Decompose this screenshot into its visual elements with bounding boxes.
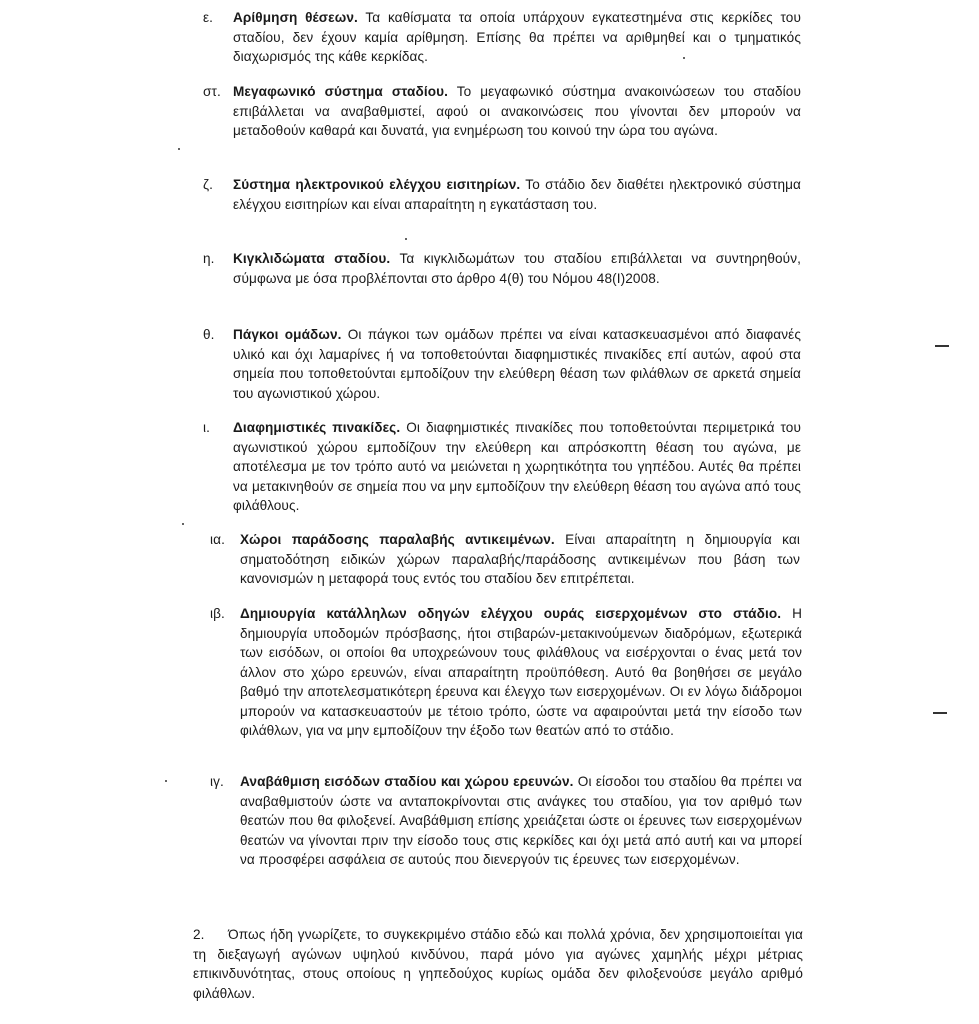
item-paragraph bbox=[233, 418, 801, 516]
item-text: Το στάδιο δεν διαθέτει ηλεκτρονικό σύστημα ελέγχου εισιτηρίων και είναι απαραίτητη η εγκατάσταση του. bbox=[233, 177, 801, 212]
item-text: Τα καθίσματα τα οποία υπάρχουν εγκατεστημένα στις κερκίδες του σταδίου, δεν έχουν καμία αρίθμηση. Επίσης θα πρέπει να αριθμηθεί και ο τμηματικός διαχωρισμός της κάθε κερκίδας. bbox=[233, 10, 801, 64]
list-item-e bbox=[203, 8, 801, 67]
item-paragraph bbox=[233, 175, 801, 214]
list-item-ia bbox=[210, 530, 800, 589]
item-text: Είναι απαραίτητη η δημιουργία και σηματοδότηση ειδικών χώρων παραλαβής/παράδοσης αντικειμένων που βάση των κανονισμών η μεταφορά τους εντός του σταδίου δεν επιτρέπεται. bbox=[240, 532, 800, 586]
scan-speck bbox=[683, 57, 685, 59]
list-item-st bbox=[203, 82, 801, 141]
item-label: ι. bbox=[203, 420, 210, 435]
item-heading: Αρίθμηση θέσεων. bbox=[233, 10, 358, 25]
item-paragraph bbox=[240, 604, 802, 741]
item-heading: Σύστημα ηλεκτρονικού ελέγχου εισιτηρίων. bbox=[233, 177, 521, 192]
item-heading: Δημιουργία κατάλληλων οδηγών ελέγχου ουράς εισερχομένων στο στάδιο. bbox=[240, 606, 782, 621]
item-text: Το μεγαφωνικό σύστημα ανακοινώσεων του σταδίου επιβάλλεται να αναβαθμιστεί, αφού οι ανακοινώσεις που γίνονται δεν μπορούν να μεταδοθούν καθαρά και δυνατά, για ενημέρωση του κοινού την ώρα του αγώνα. bbox=[233, 84, 801, 138]
item-label: θ. bbox=[203, 327, 215, 342]
item-label: η. bbox=[203, 251, 215, 266]
item-text: Οι είσοδοι του σταδίου θα πρέπει να αναβαθμιστούν ώστε να ανταποκρίνονται στις ανάγκες του σταδίου, για τον αριθμό των θεατών που θα φιλοξενεί. Αναβάθμιση επίσης χρειάζεται ώστε οι έρευνες των εισερχομένων θεατών να γίνονται πριν την είσοδο τους στις κερκίδες και όχι μετά από αυτή και να μπορεί να προσφέρει ασφάλεια σε αυτούς που διενεργούν τις έρευνες των εισερχομένων. bbox=[240, 774, 802, 867]
paragraph-number: 2. bbox=[193, 927, 205, 942]
item-text: Τα κιγκλιδωμάτων του σταδίου επιβάλλεται να συντηρηθούν, σύμφωνα με όσα προβλέπονται στο άρθρο 4(θ) του Νόμου 48(Ι)2008. bbox=[233, 251, 801, 286]
item-label: ιβ. bbox=[210, 606, 225, 621]
paragraph-body: Όπως ήδη γνωρίζετε, το συγκεκριμένο στάδιο εδώ και πολλά χρόνια, δεν χρησιμοποιείται για τη διεξαγωγή αγώνων υψηλού κινδύνου, παρά μόνο για αγώνες χαμηλής μέχρι μέτριας επικινδυνότητας, στους οποίους η γηπεδούχος κυρίως ομάδα δεν φιλοξενούσε μεγάλο αριθμό φιλάθλων. bbox=[193, 927, 804, 1001]
list-item-z bbox=[203, 175, 801, 214]
item-text: Οι διαφημιστικές πινακίδες που τοποθετούνται περιμετρικά του αγωνιστικού χώρου εμποδίζουν την ελεύθερη και απρόσκοπτη θέαση του αγώνα, με αποτέλεσμα με τον τρόπο αυτό να μειώνεται η χωρητικότητα του γηπέδου. Αυτές θα πρέπει να μετακινηθούν σε σημεία που να μην εμποδίζουν την ελεύθερη θέαση του αγώνα από τους φιλάθλους. bbox=[233, 420, 801, 513]
item-label: ια. bbox=[210, 532, 225, 547]
item-paragraph bbox=[240, 772, 802, 870]
item-heading: Αναβάθμιση εισόδων σταδίου και χώρου ερευνών. bbox=[240, 774, 574, 789]
scan-mark bbox=[935, 345, 949, 347]
item-label: ε. bbox=[203, 10, 214, 25]
item-heading: Κιγκλιδώματα σταδίου. bbox=[233, 251, 391, 266]
item-paragraph bbox=[233, 8, 801, 67]
scan-speck bbox=[182, 523, 184, 525]
scan-speck bbox=[178, 148, 180, 150]
scan-speck bbox=[405, 238, 407, 240]
item-text: Οι πάγκοι των ομάδων πρέπει να είναι κατασκευασμένοι από διαφανές υλικό και όχι λαμαρίνες ή να τοποθετούνται διαφημιστικές πινακίδες επί αυτών, αφού στα σημεία που τοποθετούνται εμποδίζουν την ελεύθερη θέαση των φιλάθλων σε αρκετά σημεία του αγωνιστικού χώρου. bbox=[233, 327, 801, 401]
paragraph-2 bbox=[193, 925, 803, 1003]
list-item-ig bbox=[210, 772, 802, 870]
scan-speck bbox=[165, 780, 167, 782]
item-heading: Πάγκοι ομάδων. bbox=[233, 327, 342, 342]
item-heading: Χώροι παράδοσης παραλαβής αντικειμένων. bbox=[240, 532, 555, 547]
item-paragraph bbox=[240, 530, 800, 589]
scan-mark bbox=[933, 712, 947, 714]
list-item-ib bbox=[210, 604, 802, 741]
item-paragraph bbox=[233, 249, 801, 288]
item-label: στ. bbox=[203, 84, 221, 99]
list-item-i bbox=[203, 249, 801, 288]
item-paragraph bbox=[233, 82, 801, 141]
list-item-th bbox=[203, 325, 801, 403]
list-item-iota bbox=[203, 418, 801, 516]
item-label: ιγ. bbox=[210, 774, 224, 789]
paragraph-2-text bbox=[193, 925, 803, 1003]
item-heading: Διαφημιστικές πινακίδες. bbox=[233, 420, 401, 435]
item-text: Η δημιουργία υποδομών πρόσβασης, ήτοι στιβαρών-μετακινούμενων διαδρόμων, εξωτερικά των εισόδων, οι οποίοι θα υποχρεώνουν τους φιλάθλους να εισέρχονται ο ένας μετά τον άλλον στο χώρο ερευνών, είναι απαραίτητη προϋπόθεση. Αυτό θα βοηθήσει σε μεγάλο βαθμό την αποτελεσματικότερη έρευνα και έλεγχο των εισερχομένων. Οι εν λόγω διάδρομοι μπορούν να κατασκευαστούν με τέτοιο τρόπο, ώστε να αφαιρούνται μετά την είσοδο των φιλάθλων, για να μην εμποδίζουν την έξοδο των θεατών από το στάδιο. bbox=[240, 606, 802, 738]
item-label: ζ. bbox=[203, 177, 213, 192]
item-heading: Μεγαφωνικό σύστημα σταδίου. bbox=[233, 84, 448, 99]
item-paragraph bbox=[233, 325, 801, 403]
